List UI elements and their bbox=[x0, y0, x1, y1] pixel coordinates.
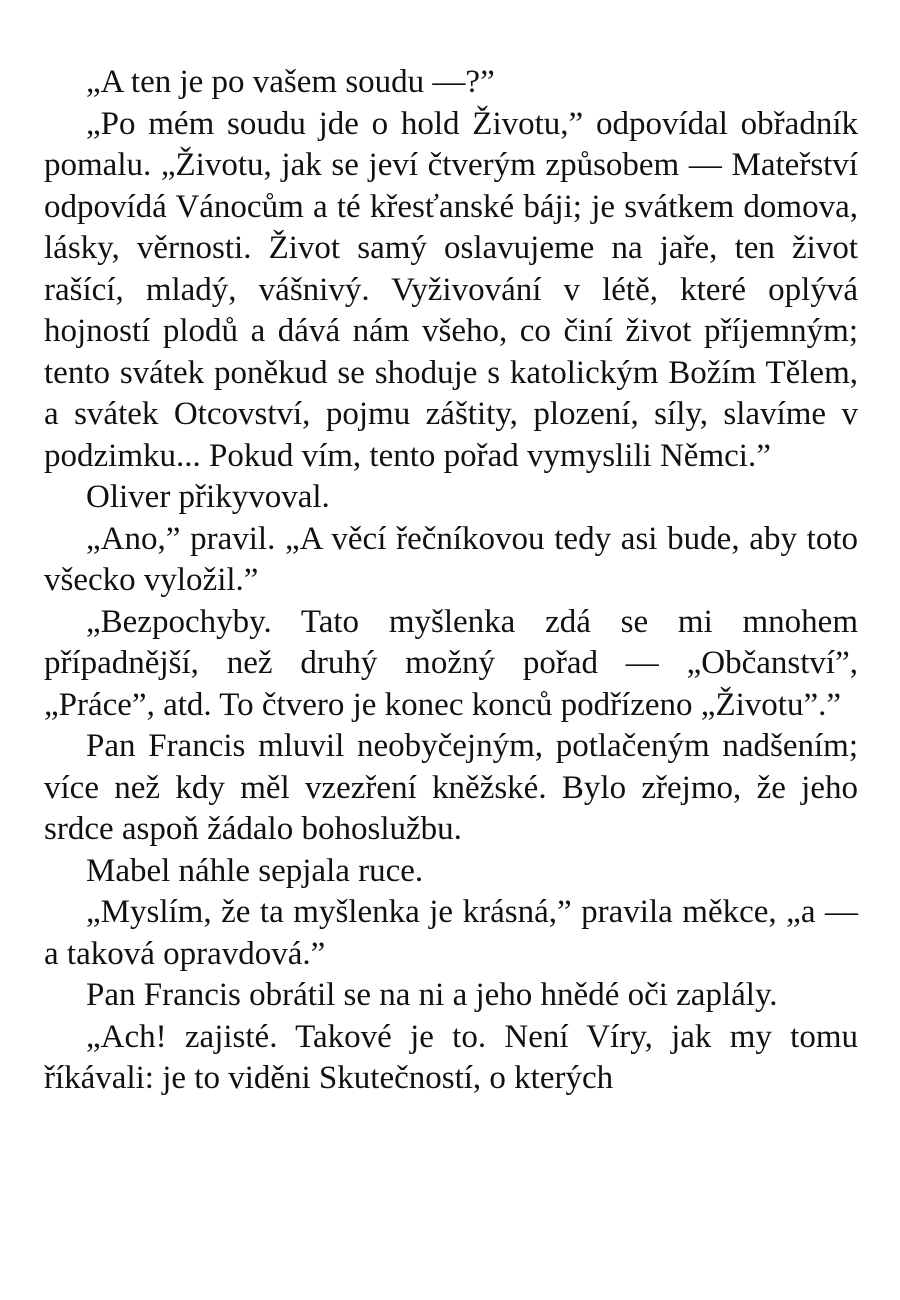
paragraph-5: „Bezpochyby. Tato myšlenka zdá se mi mnohem případnější, než druhý možný pořad — „Občanství”, „Práce”, atd. To čtvero je konec konců podřízeno „Životu”.” bbox=[44, 603, 858, 723]
paragraph-3: Oliver přikyvoval. bbox=[86, 479, 330, 515]
paragraph-6: Pan Francis mluvil neobyčejným, potlačeným nadšením; více než kdy měl vzezření kněžské. Bylo zřejmo, že jeho srdce aspoň žádalo bohoslužbu. bbox=[44, 728, 858, 847]
paragraph-1: „A ten je po vašem soudu —?” bbox=[86, 64, 495, 100]
paragraph-2: „Po mém soudu jde o hold Životu,” odpovídal obřadník pomalu. „Životu, jak se jeví čtverým způsobem — Mateřství odpovídá Vánocům a té křesťanské báji; je svátkem domova, lásky, věrnosti. Život samý oslavujeme na jaře, ten život rašící, mladý, vášnivý. Vyživování v létě, které oplývá hojností plodů a dává nám všeho, co činí život příjemným; tento svátek poněkud se shoduje s katolickým Božím Tělem, a svátek Otcovství, pojmu záštity, plození, síly, slavíme v podzimku... Pokud vím, tento pořad vymyslili Němci.” bbox=[44, 105, 858, 474]
paragraph-8: „Myslím, že ta myšlenka je krásná,” pravila měkce, „a — a taková opravdová.” bbox=[44, 894, 858, 972]
paragraph-9: Pan Francis obrátil se na ni a jeho hnědé oči zaplály. bbox=[86, 977, 778, 1013]
paragraph-7: Mabel náhle sepjala ruce. bbox=[86, 852, 424, 889]
paragraph-4: „Ano,” pravil. „A věcí řečníkovou tedy asi bude, aby toto všecko vyložil.” bbox=[44, 520, 858, 598]
page-text bbox=[44, 62, 858, 1100]
paragraph-10: „Ach! zajisté. Takové je to. Není Víry, jak my tomu říkávali: je to viděni Skutečností, o kterých bbox=[44, 1018, 858, 1096]
